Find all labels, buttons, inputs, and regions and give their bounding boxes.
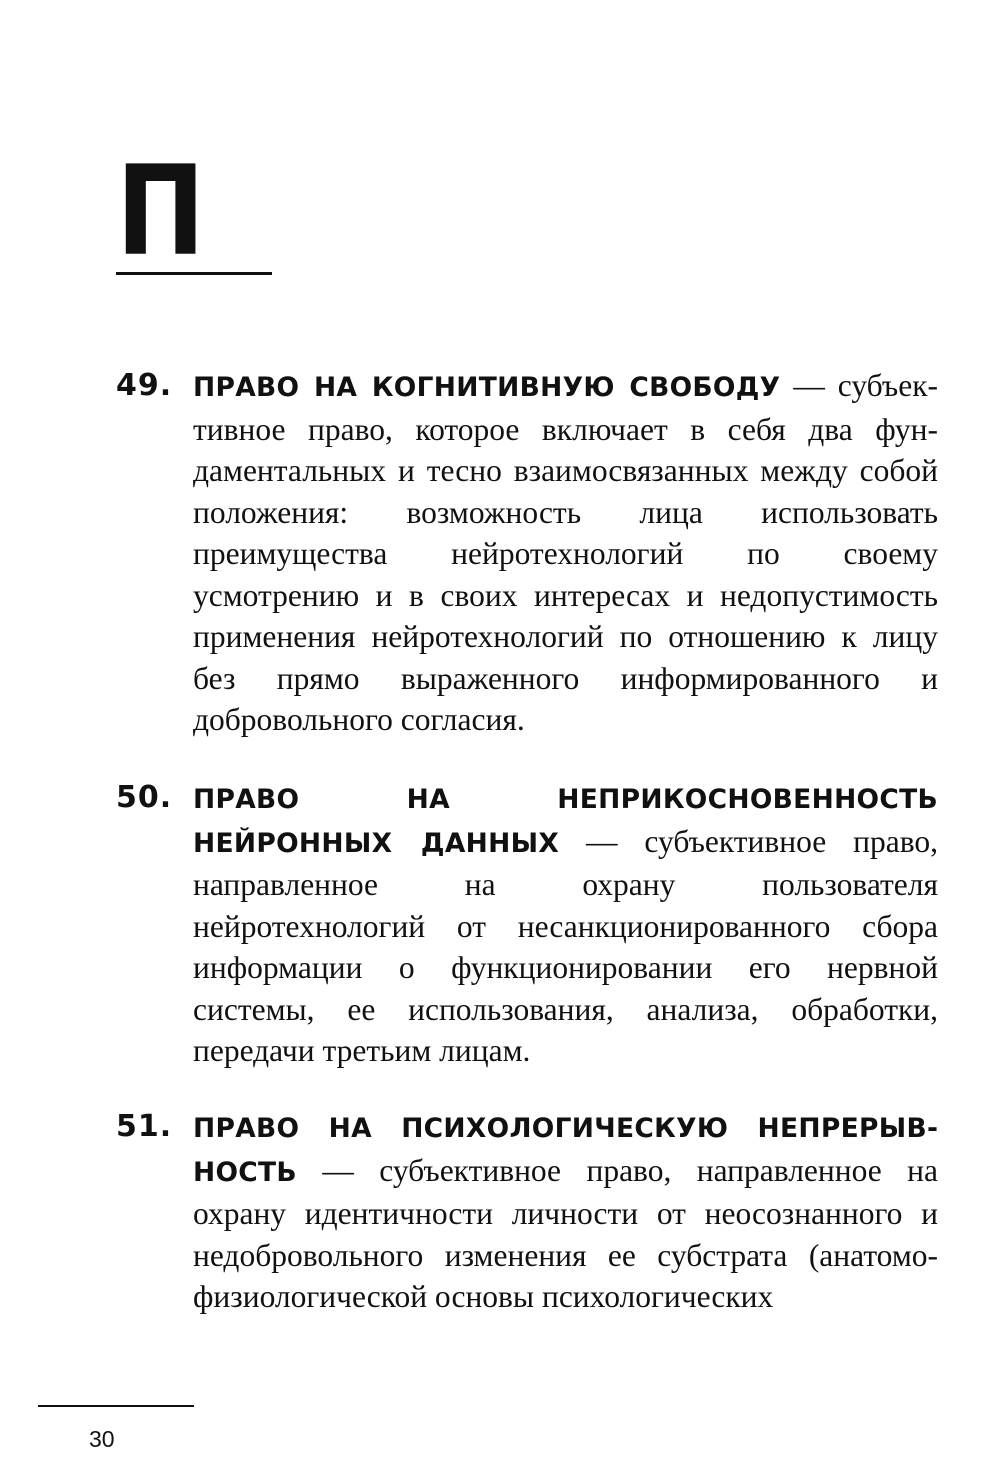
- glossary-entry: [116, 1106, 938, 1318]
- entry-definition: — субъективное право, направленное на охрану пользователя нейротехнологий от несанкционированного сбора информации о функционировании его нервной системы, ее использования, анализа, обработки, передачи третьим лицам.: [193, 823, 938, 1068]
- entry-term: ПРАВО НА НЕПРИКОСНОВЕННОСТЬ НЕЙРОННЫХ ДАННЫХ: [193, 784, 938, 859]
- page-number: 30: [89, 1426, 115, 1452]
- footer-divider: [38, 1405, 194, 1407]
- entry-definition: — субъективное право, которое включает в себя два фундаментальных и тесно взаимосвязанных между собой положения: возможность лица использовать преимущества нейротехнологий по своему усмотрению и в своих интересах и недопустимость применения нейротехнологий по отношению к лицу без прямо выраженного информированного и добровольного согласия.: [193, 368, 938, 737]
- entry-number: 50.: [116, 780, 173, 815]
- glossary-entry: [116, 777, 938, 1072]
- section-divider: [116, 272, 272, 275]
- entry-term: ПРАВО НА КОГНИТИВНУЮ СВОБОДУ: [193, 372, 781, 403]
- entry-body: [193, 1106, 938, 1318]
- entry-body: [193, 777, 938, 1072]
- glossary-entry: [116, 365, 938, 741]
- entry-term: ПРАВО НА ПСИХОЛОГИЧЕСКУЮ НЕПРЕРЫВНОСТЬ: [193, 1113, 938, 1188]
- entry-number: 49.: [116, 368, 173, 403]
- entry-definition: — субъективное право, направленное на охрану идентичности личности от неосознанного и недобровольного изменения ее субстрата (анатомо-физиологической основы психологических: [193, 1152, 938, 1314]
- section-letter: П: [116, 140, 206, 284]
- entry-number: 51.: [116, 1109, 173, 1144]
- entry-body: [193, 365, 938, 741]
